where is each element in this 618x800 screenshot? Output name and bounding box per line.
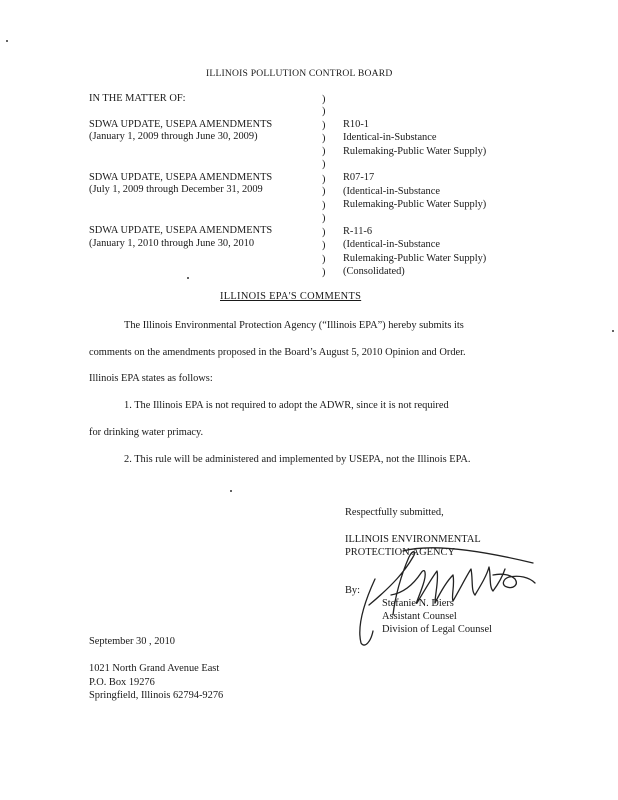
paren: ) bbox=[322, 186, 326, 197]
caption-item-1-subtype: Rulemaking-Public Water Supply) bbox=[343, 146, 487, 157]
signer-name: Stefanie N. Diers bbox=[382, 598, 454, 609]
paren: ) bbox=[322, 146, 326, 157]
paren: ) bbox=[322, 254, 326, 265]
intro-line-1: The Illinois Environmental Protection Agency (“Illinois EPA”) hereby submits its bbox=[124, 320, 464, 331]
filing-date: September 30 , 2010 bbox=[89, 636, 175, 647]
address-line-3: Springfield, Illinois 62794-9276 bbox=[89, 690, 224, 701]
item-1-line-2: for drinking water primacy. bbox=[89, 427, 204, 438]
scan-speck bbox=[6, 40, 8, 42]
paren: ) bbox=[322, 133, 326, 144]
caption-item-3-docket: R-11-6 bbox=[343, 226, 373, 237]
scan-speck bbox=[230, 490, 232, 492]
intro-line-3: Illinois EPA states as follows: bbox=[89, 373, 213, 384]
item-2-line-1: 2. This rule will be administered and implemented by USEPA, not the Illinois EPA. bbox=[124, 454, 471, 465]
paren: ) bbox=[322, 159, 326, 170]
caption-item-3-subtype: Rulemaking-Public Water Supply) bbox=[343, 253, 487, 264]
caption-item-1-dates: (January 1, 2009 through June 30, 2009) bbox=[89, 131, 258, 142]
caption-item-2-dates: (July 1, 2009 through December 31, 2009 bbox=[89, 184, 263, 195]
paren: ) bbox=[322, 174, 326, 185]
in-the-matter-label: IN THE MATTER OF: bbox=[89, 93, 186, 104]
caption-item-2-docket: R07-17 bbox=[343, 172, 375, 183]
address-line-1: 1021 North Grand Avenue East bbox=[89, 663, 220, 674]
board-title: ILLINOIS POLLUTION CONTROL BOARD bbox=[206, 68, 393, 79]
caption-item-1-type: Identical-in-Substance bbox=[343, 132, 437, 143]
caption-item-1-title: SDWA UPDATE, USEPA AMENDMENTS bbox=[89, 119, 273, 130]
scan-speck bbox=[187, 277, 189, 279]
paren: ) bbox=[322, 240, 326, 251]
paren: ) bbox=[322, 227, 326, 238]
caption-item-3-type: (Identical-in-Substance bbox=[343, 239, 440, 250]
caption-item-2-title: SDWA UPDATE, USEPA AMENDMENTS bbox=[89, 172, 273, 183]
intro-line-2: comments on the amendments proposed in the Board’s August 5, 2010 Opinion and Order. bbox=[89, 347, 466, 358]
scan-speck bbox=[612, 330, 614, 332]
caption-item-3-title: SDWA UPDATE, USEPA AMENDMENTS bbox=[89, 225, 273, 236]
caption-item-3-consolidated: (Consolidated) bbox=[343, 266, 405, 277]
comments-heading: ILLINOIS EPA'S COMMENTS bbox=[220, 291, 362, 302]
caption-item-1-docket: R10-1 bbox=[343, 119, 369, 130]
paren: ) bbox=[322, 106, 326, 117]
caption-item-3-dates: (January 1, 2010 through June 30, 2010 bbox=[89, 238, 255, 249]
paren: ) bbox=[322, 120, 326, 131]
signer-division: Division of Legal Counsel bbox=[382, 624, 492, 635]
paren: ) bbox=[322, 200, 326, 211]
by-label: By: bbox=[345, 585, 361, 596]
address-line-2: P.O. Box 19276 bbox=[89, 677, 155, 688]
paren: ) bbox=[322, 213, 326, 224]
agency-line-1: ILLINOIS ENVIRONMENTAL bbox=[345, 534, 481, 545]
item-1-line-1: 1. The Illinois EPA is not required to adopt the ADWR, since it is not required bbox=[124, 400, 449, 411]
paren: ) bbox=[322, 267, 326, 278]
signer-title: Assistant Counsel bbox=[382, 611, 457, 622]
agency-line-2: PROTECTION AGENCY bbox=[345, 547, 455, 558]
paren: ) bbox=[322, 94, 326, 105]
caption-item-2-type: (Identical-in-Substance bbox=[343, 186, 440, 197]
caption-item-2-subtype: Rulemaking-Public Water Supply) bbox=[343, 199, 487, 210]
closing: Respectfully submitted, bbox=[345, 507, 444, 518]
